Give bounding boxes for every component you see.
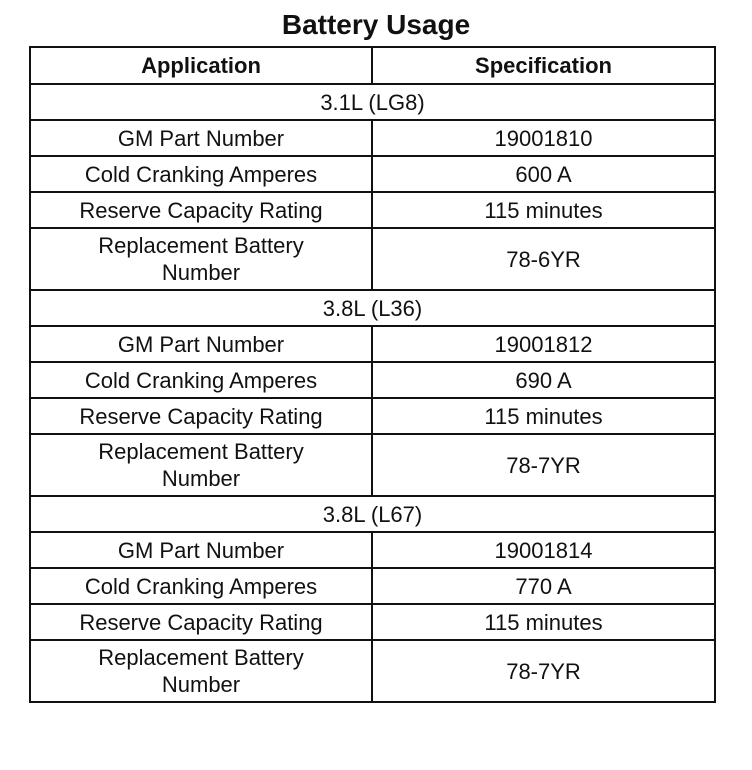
specification-cell: 115 minutes — [372, 192, 715, 228]
table-row — [30, 156, 715, 192]
application-cell: Cold Cranking Amperes — [30, 568, 372, 604]
table-row — [30, 532, 715, 568]
engine-group-label: 3.1L (LG8) — [30, 84, 715, 120]
application-cell: GM Part Number — [30, 326, 372, 362]
page-title: Battery Usage — [281, 9, 471, 40]
application-cell: GM Part Number — [30, 532, 372, 568]
group-header-row — [30, 290, 715, 326]
application-cell — [30, 228, 372, 290]
column-header-application: Application — [30, 47, 372, 84]
application-cell: Reserve Capacity Rating — [30, 398, 372, 434]
specification-cell: 600 A — [372, 156, 715, 192]
application-text: Replacement Battery Number — [98, 645, 304, 697]
specification-cell: 19001810 — [372, 120, 715, 156]
application-text: Replacement Battery Number — [98, 233, 304, 285]
application-cell: Reserve Capacity Rating — [30, 604, 372, 640]
table-row — [30, 120, 715, 156]
application-cell — [30, 434, 372, 496]
application-cell: Reserve Capacity Rating — [30, 192, 372, 228]
table-row — [30, 434, 715, 496]
specification-cell: 78-7YR — [372, 434, 715, 496]
group-header-row — [30, 496, 715, 532]
specification-cell: 690 A — [372, 362, 715, 398]
header-row — [30, 47, 715, 84]
table-row — [30, 362, 715, 398]
column-header-specification: Specification — [372, 47, 715, 84]
table-row — [30, 326, 715, 362]
specification-cell: 115 minutes — [372, 604, 715, 640]
battery-usage-table — [29, 46, 716, 703]
table-row — [30, 228, 715, 290]
application-cell: Cold Cranking Amperes — [30, 156, 372, 192]
table-row — [30, 640, 715, 702]
specification-cell: 115 minutes — [372, 398, 715, 434]
application-cell: Cold Cranking Amperes — [30, 362, 372, 398]
specification-cell: 19001812 — [372, 326, 715, 362]
table-row — [30, 192, 715, 228]
table-row — [30, 398, 715, 434]
engine-group-label: 3.8L (L36) — [30, 290, 715, 326]
table-row — [30, 604, 715, 640]
specification-cell: 19001814 — [372, 532, 715, 568]
specification-cell: 78-6YR — [372, 228, 715, 290]
table-row — [30, 568, 715, 604]
specification-cell: 78-7YR — [372, 640, 715, 702]
specification-cell: 770 A — [372, 568, 715, 604]
application-cell: GM Part Number — [30, 120, 372, 156]
engine-group-label: 3.8L (L67) — [30, 496, 715, 532]
application-text: Replacement Battery Number — [98, 439, 304, 491]
application-cell — [30, 640, 372, 702]
group-header-row — [30, 84, 715, 120]
